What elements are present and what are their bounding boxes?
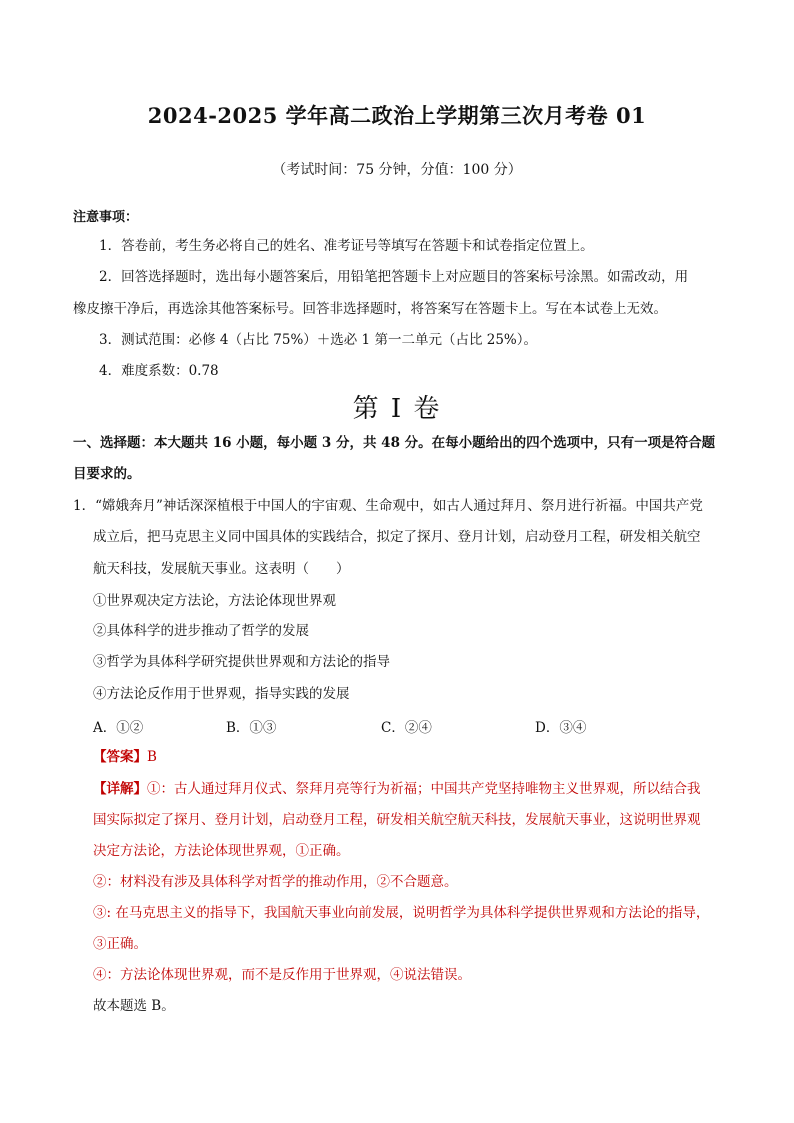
option-d: D．③④ [535,720,587,736]
option-c: C．②④ [381,720,432,736]
notice-item-2-cont: 橡皮擦干净后，再选涂其他答案标号。回答非选择题时，将答案写在答题卡上。写在本试卷上无效。 [73,301,667,317]
detail-line-2: 国实际拟定了探月、登月计划，启动登月工程，研发相关航空航天科技，发展航天事业，这说明世界观 [93,812,701,828]
question-stem-line-3: 航天科技，发展航天事业。这表明（ ） [93,561,350,577]
option-a: A．①② [93,720,144,736]
section-heading: 一、选择题：本大题共 16 小题，每小题 3 分，共 48 分。在每小题给出的四个选项中，只有一项是符合题 [73,435,716,451]
detail-line-4: ②：材料没有涉及具体科学对哲学的推动作用，②不合题意。 [93,874,458,890]
detail-text-1: ①：古人通过拜月仪式、祭拜月亮等行为祈福；中国共产党坚持唯物主义世界观，所以结合我 [147,781,701,797]
volume-title: 第 I 卷 [352,394,442,424]
exam-subtitle: （考试时间：75 分钟，分值：100 分） [272,162,522,178]
statement-2: ②具体科学的进步推动了哲学的发展 [93,623,309,639]
exam-title: 2024-2025 学年高二政治上学期第三次月考卷 01 [147,103,647,128]
notice-item-3: 3．测试范围：必修 4（占比 75%）＋选必 1 第一二单元（占比 25%）。 [99,332,537,348]
detail-conclusion: 故本题选 B。 [93,998,175,1014]
notice-item-2: 2．回答选择题时，选出每小题答案后，用铅笔把答题卡上对应题目的答案标号涂黑。如需改动，用 [99,269,689,285]
answer-label: 【答案】 [93,749,147,765]
notice-heading: 注意事项： [73,210,139,225]
detail-line-6: ③正确。 [93,936,147,952]
statement-4: ④方法论反作用于世界观，指导实践的发展 [93,686,350,702]
statement-1: ①世界观决定方法论，方法论体现世界观 [93,593,336,609]
notice-item-4: 4．难度系数：0.78 [99,363,219,379]
detail-label: 【详解】 [93,781,147,797]
notice-item-1: 1．答卷前，考生务必将自己的姓名、准考证号等填写在答题卡和试卷指定位置上。 [99,238,594,254]
question-stem-line-1: 1．“嫦娥奔月”神话深深植根于中国人的宇宙观、生命观中，如古人通过拜月、祭月进行祈福。中国共产党 [73,498,703,514]
detail-line-3: 决定方法论，方法论体现世界观，①正确。 [93,843,350,859]
detail-line-7: ④：方法论体现世界观，而不是反作用于世界观，④说法错误。 [93,967,471,983]
detail-line-5: ③: 在马克思主义的指导下，我国航天事业向前发展，说明哲学为具体科学提供世界观和方法论的指导， [93,905,710,921]
section-heading-cont: 目要求的。 [73,466,141,482]
question-stem-line-2: 成立后，把马克思主义同中国具体的实践结合，拟定了探月、登月计划，启动登月工程，研发相关航空 [93,529,701,545]
option-b: B．①③ [226,720,277,736]
answer-line [93,747,157,767]
statement-3: ③哲学为具体科学研究提供世界观和方法论的指导 [93,654,390,670]
detail-line-1 [93,779,701,799]
answer-value: B [147,749,157,765]
